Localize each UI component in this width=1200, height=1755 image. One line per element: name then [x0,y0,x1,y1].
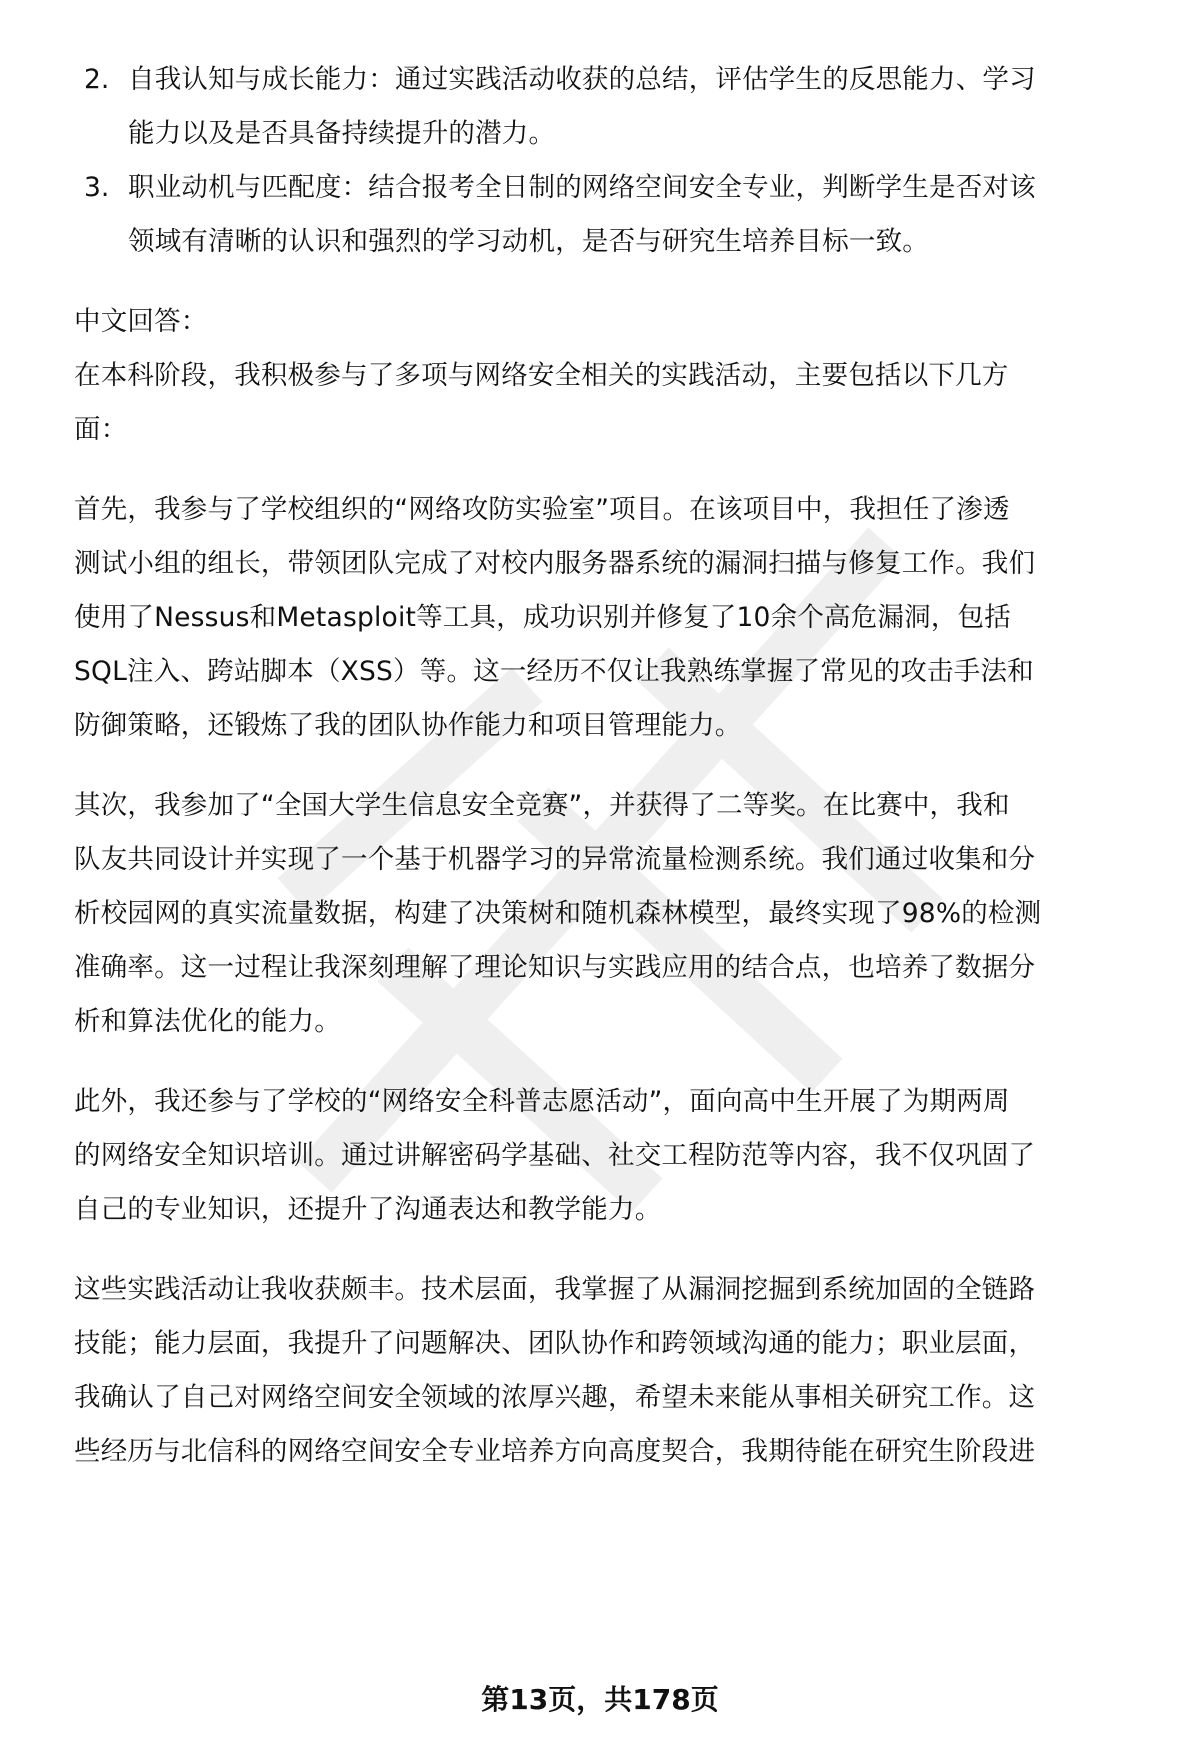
paragraph-line: 准确率。这一过程让我深刻理解了理论知识与实践应用的结合点，也培养了数据分 [74,952,1036,983]
list-item-line: 自我认知与成长能力：通过实践活动收获的总结，评估学生的反思能力、学习 [128,64,1036,95]
paragraph-line: 的网络安全知识培训。通过讲解密码学基础、社交工程防范等内容，我不仅巩固了 [74,1140,1036,1171]
intro-line: 在本科阶段，我积极参与了多项与网络安全相关的实践活动，主要包括以下几方 [74,360,1009,391]
paragraph-line: 技能；能力层面，我提升了问题解决、团队协作和跨领域沟通的能力；职业层面， [74,1328,1036,1359]
paragraph-line: 析校园网的真实流量数据，构建了决策树和随机森林模型，最终实现了98%的检测 [74,898,1042,929]
paragraph-line: 其次，我参加了“全国大学生信息安全竞赛”，并获得了二等奖。在比赛中，我和 [74,790,1010,821]
page-footer: 第13页，共178页 [481,1683,719,1716]
paragraph-line: 测试小组的组长，带领团队完成了对校内服务器系统的漏洞扫描与修复工作。我们 [74,548,1036,579]
answer-heading: 中文回答： [74,306,208,337]
paragraph-line: 析和算法优化的能力。 [74,1006,341,1037]
list-item-line: 能力以及是否具备持续提升的潜力。 [128,118,556,149]
intro-line: 面： [74,414,128,445]
paragraph-line: 这些实践活动让我收获颇丰。技术层面，我掌握了从漏洞挖掘到系统加固的全链路 [74,1274,1036,1305]
paragraph-line: 队友共同设计并实现了一个基于机器学习的异常流量检测系统。我们通过收集和分 [74,844,1036,875]
paragraph-line: 此外，我还参与了学校的“网络安全科普志愿活动”，面向高中生开展了为期两周 [74,1086,1010,1117]
list-number: 3. [84,172,110,203]
paragraph-line: 使用了Nessus和Metasploit等工具，成功识别并修复了10余个高危漏洞，包括 [74,602,1011,633]
list-number: 2. [84,64,110,95]
paragraph-line: 些经历与北信科的网络空间安全专业培养方向高度契合，我期待能在研究生阶段进 [74,1436,1036,1467]
list-item-line: 领域有清晰的认识和强烈的学习动机，是否与研究生培养目标一致。 [128,226,929,257]
paragraph-line: 防御策略，还锻炼了我的团队协作能力和项目管理能力。 [74,710,742,741]
paragraph-line: 自己的专业知识，还提升了沟通表达和教学能力。 [74,1194,662,1225]
paragraph-line: SQL注入、跨站脚本（XSS）等。这一经历不仅让我熟练掌握了常见的攻击手法和 [74,656,1034,687]
list-item-line: 职业动机与匹配度：结合报考全日制的网络空间安全专业，判断学生是否对该 [128,172,1036,203]
paragraph-line: 首先，我参与了学校组织的“网络攻防实验室”项目。在该项目中，我担任了渗透 [74,494,1010,525]
paragraph-line: 我确认了自己对网络空间安全领域的浓厚兴趣，希望未来能从事相关研究工作。这 [74,1382,1036,1413]
